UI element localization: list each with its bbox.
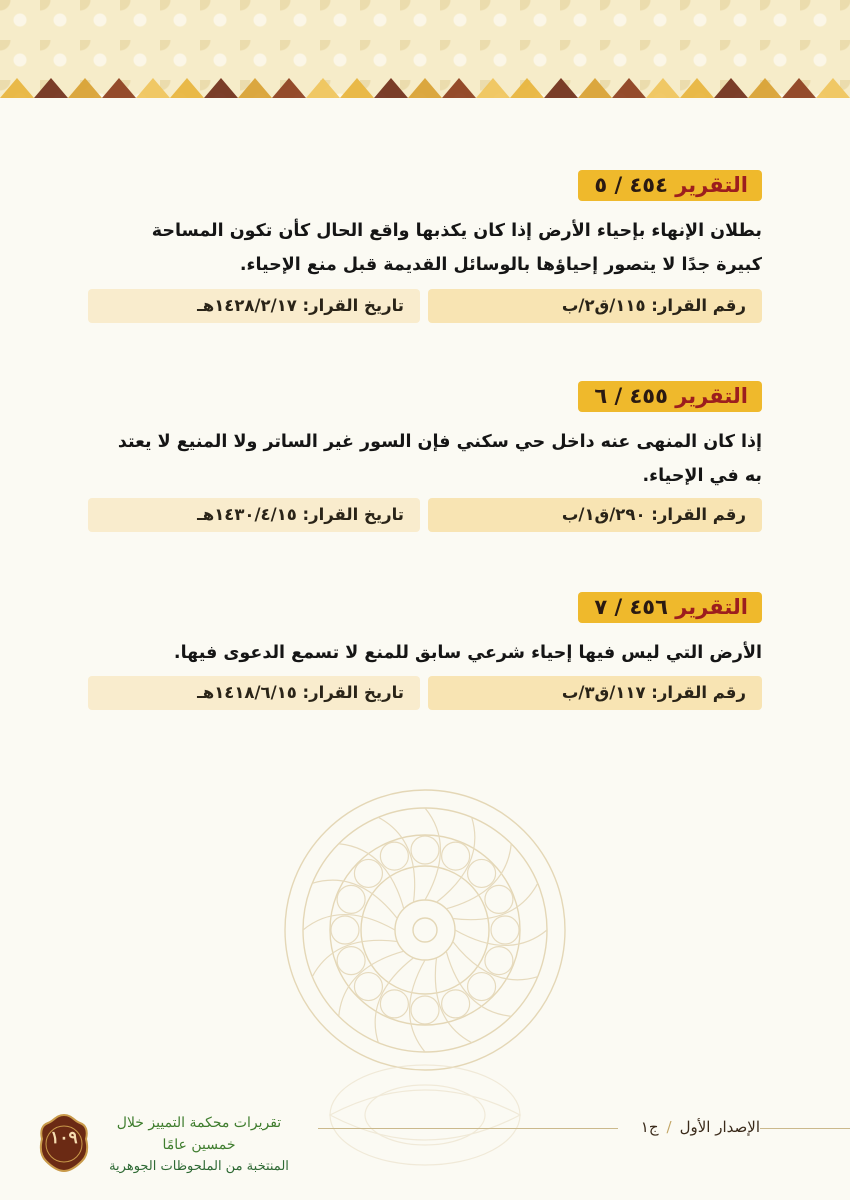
- rosette-loop: [411, 996, 439, 1024]
- decision-meta-row: [88, 498, 762, 532]
- header-triangle: [748, 78, 782, 98]
- rosette-loop: [442, 842, 470, 870]
- rosette-petal: [339, 951, 404, 1016]
- header-triangle: [340, 78, 374, 98]
- report-block-1: [88, 170, 762, 323]
- decision-date: تاريخ القرار: ١٤٢٨/٢/١٧هـ: [88, 289, 420, 323]
- report-number: ٤٥٦ / ٧: [594, 595, 668, 619]
- separator-slash: /: [666, 1118, 672, 1136]
- decision-date: تاريخ القرار: ١٤١٨/٦/١٥هـ: [88, 676, 420, 710]
- rosette-ornament: [270, 785, 580, 1185]
- header-triangle: [0, 78, 34, 98]
- book-title-line1: تقريرات محكمة التمييز خلال خمسين عامًا: [116, 1115, 282, 1153]
- report-number: ٤٥٥ / ٦: [594, 384, 668, 408]
- report-title: التقرير: [675, 384, 748, 408]
- header-triangle: [34, 78, 68, 98]
- report-title-tag: [578, 170, 762, 201]
- header-triangle: [204, 78, 238, 98]
- header-triangle: [544, 78, 578, 98]
- page-number: ١٠٩: [50, 1128, 78, 1148]
- rosette-loop: [380, 842, 408, 870]
- report-number: ٤٥٤ / ٥: [594, 173, 668, 197]
- rosette-loop: [354, 859, 382, 887]
- report-text-line: الأرض التي ليس فيها إحياء شرعي سابق للمنع لا تسمع الدعوى فيها.: [173, 643, 762, 663]
- rosette-loop: [380, 990, 408, 1018]
- decision-date: تاريخ القرار: ١٤٣٠/٤/١٥هـ: [88, 498, 420, 532]
- header-triangle: [782, 78, 816, 98]
- report-title-tag: [578, 592, 762, 623]
- rosette-loop: [491, 916, 519, 944]
- header-triangle: [476, 78, 510, 98]
- edition-info: [641, 1118, 760, 1136]
- header-triangle: [306, 78, 340, 98]
- header-triangle: [612, 78, 646, 98]
- rosette-loop: [468, 859, 496, 887]
- rosette-loop: [354, 973, 382, 1001]
- decision-number: رقم القرار: ١١٧/ق٣/ب: [428, 676, 762, 710]
- report-text-line: إذا كان المنهى عنه داخل حي سكني فإن السور غير الساتر ولا المنيع لا يعتد: [117, 432, 762, 452]
- report-text-line: كبيرة جدًا لا يتصور إحياؤها بالوسائل القديمة قبل منع الإحياء.: [239, 255, 762, 275]
- header-triangle: [646, 78, 680, 98]
- header-triangle: [714, 78, 748, 98]
- report-block-3: [88, 592, 762, 710]
- volume-label: ج١: [640, 1118, 659, 1136]
- header-triangle: [170, 78, 204, 98]
- rosette-petal: [446, 951, 511, 1016]
- rosette-loop: [331, 916, 359, 944]
- decision-number: رقم القرار: ٢٩٠/ق١/ب: [428, 498, 762, 532]
- report-title: التقرير: [675, 173, 748, 197]
- header-triangle: [510, 78, 544, 98]
- book-title-line2: المنتخبة من الملحوظات الجوهرية: [109, 1159, 289, 1174]
- header-triangle-border: [0, 72, 850, 98]
- header-triangle: [680, 78, 714, 98]
- header-triangle: [272, 78, 306, 98]
- rosette-loop: [337, 885, 365, 913]
- rosette-loop: [468, 973, 496, 1001]
- edition-label: الإصدار الأول: [679, 1118, 760, 1136]
- rosette-loop: [485, 885, 513, 913]
- header-triangle: [578, 78, 612, 98]
- header-triangle: [68, 78, 102, 98]
- report-text-line: بطلان الإنهاء بإحياء الأرض إذا كان يكذبها واقع الحال كأن تكون المساحة: [151, 221, 762, 241]
- rosette-petal: [446, 844, 511, 909]
- footer-divider: [760, 1128, 850, 1129]
- header-triangle: [408, 78, 442, 98]
- rosette-loop: [442, 990, 470, 1018]
- decision-meta-row: [88, 676, 762, 710]
- header-pattern-band: [0, 0, 850, 98]
- decision-number: رقم القرار: ١١٥/ق٢/ب: [428, 289, 762, 323]
- header-triangle: [442, 78, 476, 98]
- decision-meta-row: [88, 289, 762, 323]
- header-triangle: [238, 78, 272, 98]
- header-triangle: [102, 78, 136, 98]
- book-title-calligraphy: [94, 1112, 304, 1178]
- report-title: التقرير: [675, 595, 748, 619]
- report-text-line: به في الإحياء.: [642, 466, 762, 486]
- report-block-2: [88, 381, 762, 532]
- header-triangle: [136, 78, 170, 98]
- rosette-loop: [337, 947, 365, 975]
- header-triangle: [816, 78, 850, 98]
- rosette-petal: [339, 844, 404, 909]
- rosette-loop: [411, 836, 439, 864]
- header-triangle: [374, 78, 408, 98]
- rosette-loop: [485, 947, 513, 975]
- report-title-tag: [578, 381, 762, 412]
- footer-divider: [318, 1128, 618, 1129]
